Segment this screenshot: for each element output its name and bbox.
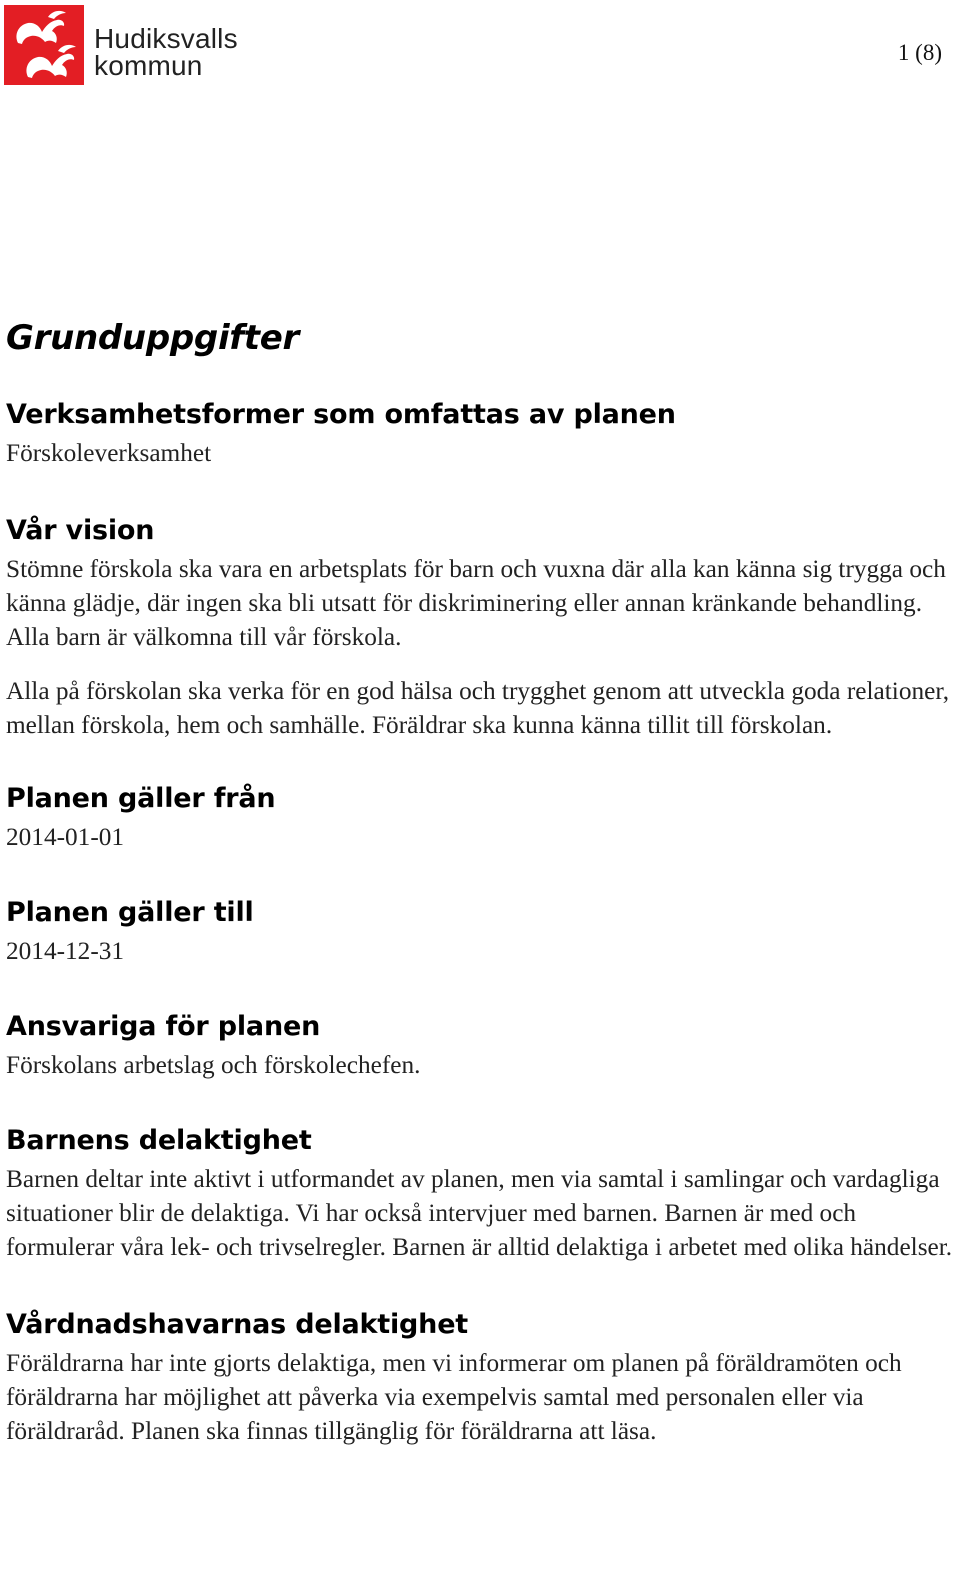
section-vision <box>6 510 956 742</box>
section-text: Stömne förskola ska vara en arbetsplats för barn och vuxna där alla kan känna sig trygga och känna glädje, där ingen ska bli utsatt för diskriminering eller annan kränkande behandling. Alla barn är välkomna till vår förskola. <box>6 555 946 651</box>
section-heading: Barnens delaktighet <box>6 1125 312 1156</box>
logo-line-2: kommun <box>94 50 203 81</box>
section-text: Förskolans arbetslag och förskolechefen. <box>6 1051 421 1079</box>
document-title: Grunduppgifter <box>6 318 299 358</box>
section-text: Alla på förskolan ska verka för en god hälsa och trygghet genom att utveckla goda relationer, mellan förskola, hem och samhälle. Föräldrar ska kunna känna tillit till förskolan. <box>6 677 950 739</box>
section-heading: Ansvariga för planen <box>6 1011 321 1042</box>
municipality-logo <box>4 5 238 85</box>
section-childrens-participation <box>6 1120 956 1264</box>
section-heading: Vår vision <box>6 515 155 546</box>
section-heading: Vårdnadshavarnas delaktighet <box>6 1309 469 1340</box>
logo-wordmark <box>94 25 238 79</box>
goat-emblem-icon <box>4 5 84 85</box>
document-body <box>6 312 956 1476</box>
section-valid-from <box>6 778 956 854</box>
valid-from-date: 2014-01-01 <box>6 823 125 851</box>
section-heading: Verksamhetsformer som omfattas av planen <box>6 399 676 430</box>
section-heading: Planen gäller från <box>6 783 276 814</box>
section-text: Förskoleverksamhet <box>6 439 212 467</box>
page-number: 1 (8) <box>897 40 942 65</box>
valid-to-date: 2014-12-31 <box>6 937 125 965</box>
section-text: Föräldrarna har inte gjorts delaktiga, men vi informerar om planen på föräldramöten och föräldrarna har möjlighet att påverka via exempelvis samtal med personalen eller via föräldraråd. Planen ska finnas tillgänglig för föräldrarna att läsa. <box>6 1349 902 1445</box>
section-verksamhetsformer <box>6 394 956 470</box>
section-valid-to <box>6 892 956 968</box>
section-text: Barnen deltar inte aktivt i utformandet av planen, men via samtal i samlingar och vardagliga situationer blir de delaktiga. Vi har också intervjuer med barnen. Barnen är med och formulerar våra lek- och trivselregler. Barnen är alltid delaktiga i arbetet med olika händelser. <box>6 1165 953 1261</box>
logo-line-1: Hudiksvalls <box>94 23 238 54</box>
section-responsible <box>6 1006 956 1082</box>
section-heading: Planen gäller till <box>6 897 254 928</box>
section-guardians-participation <box>6 1304 956 1448</box>
